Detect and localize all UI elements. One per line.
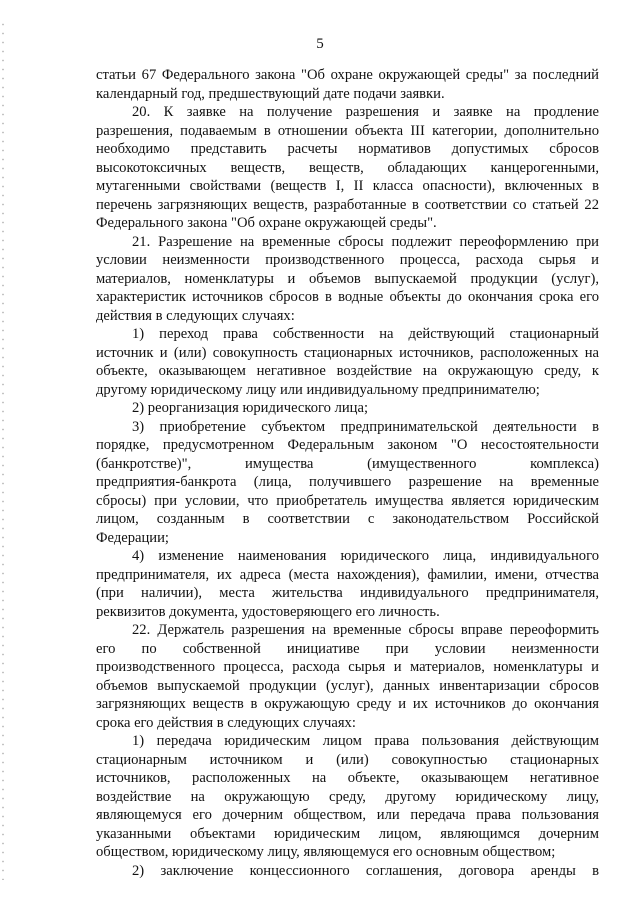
text-line: (при наличии), места жительства индивидуального предпринимателя, bbox=[96, 585, 599, 601]
text-line: 20. К заявке на получение разрешения и заявке на продление bbox=[132, 104, 599, 120]
text-line: являющемуся его дочерним обществом, или передача права пользования bbox=[96, 807, 599, 823]
text-line: 1) переход права собственности на действующий стационарный bbox=[132, 326, 599, 342]
text-line: 4) изменение наименования юридического лица, индивидуального bbox=[132, 548, 599, 564]
scan-margin-artifact bbox=[2, 20, 4, 880]
text-line: 2) заключение концессионного соглашения, договора аренды в bbox=[132, 862, 599, 879]
text-line: предприятия-банкрота (лица, получившего разрешение на временные bbox=[96, 474, 599, 490]
text-line: мутагенными свойствами (веществ I, II класса опасности), включенных в bbox=[96, 178, 599, 194]
text-line: разрешения, подаваемым в отношении объекта III категории, дополнительно bbox=[96, 122, 599, 139]
text-line: характеристик источников сбросов в водные объекты до окончания срока его bbox=[96, 289, 599, 305]
text-line: статьи 67 Федерального закона "Об охране окружающей среды" за последний bbox=[96, 67, 599, 83]
text-line: реквизитов документа, удостоверяющего его личность. bbox=[96, 603, 440, 620]
text-line: воздействие на окружающую среду, другому юридическому лицу, bbox=[96, 788, 599, 805]
page-number: 5 bbox=[316, 36, 324, 52]
text-line: высокотоксичных веществ, веществ, обладающих канцерогенными, bbox=[96, 159, 599, 176]
text-line: (банкротстве)", имущества (имущественного комплекса) bbox=[96, 455, 599, 472]
text-line: загрязняющих веществ в окружающую среду и их источников до окончания bbox=[96, 696, 599, 712]
text-line: условии неизменности производственного процесса, расхода сырья и bbox=[96, 252, 599, 268]
text-line: предпринимателя, их адреса (места нахождения), фамилии, имени, отчества bbox=[96, 566, 599, 583]
text-line: необходимо представить расчеты нормативов допустимых сбросов bbox=[96, 141, 599, 157]
text-line: обществом, юридическому лицу, являющемуся его основным обществом; bbox=[96, 844, 556, 860]
text-line: 3) приобретение субъектом предпринимательской деятельности в bbox=[132, 418, 599, 435]
text-line: источник и (или) совокупность стационарных источников, расположенных на bbox=[96, 344, 599, 361]
text-line: 21. Разрешение на временные сбросы подлежит переоформлению при bbox=[132, 233, 599, 250]
text-line: календарный год, предшествующий дате подачи заявки. bbox=[96, 85, 445, 102]
text-line: Федерации; bbox=[96, 529, 169, 546]
text-line: его по собственной инициативе при условии неизменности bbox=[96, 640, 599, 657]
text-line: 1) передача юридическим лицом права пользования действующим bbox=[132, 733, 599, 749]
text-line: лицом, созданным в соответствии с законодательством Российской bbox=[96, 511, 599, 527]
text-line: сбросы) при условии, что приобретатель имущества является юридическим bbox=[96, 492, 599, 509]
text-line: 22. Держатель разрешения на временные сбросы вправе переоформить bbox=[132, 622, 599, 638]
text-line: объемов выпускаемой продукции (услуг), данных инвентаризации сбросов bbox=[96, 677, 599, 694]
text-line: объекте, оказывающем негативное воздействие на окружающую среду, к bbox=[96, 363, 599, 379]
text-line: Федерального закона "Об охране окружающей среды". bbox=[96, 215, 437, 231]
text-line: перечень загрязняющих веществ, разработанные в соответствии со статьей 22 bbox=[96, 196, 599, 213]
document-body-text bbox=[96, 66, 599, 880]
text-line: материалов, номенклатуры и объемов выпускаемой продукции (услуг), bbox=[96, 270, 599, 287]
text-line: 2) реорганизация юридического лица; bbox=[132, 400, 369, 416]
text-line: производственного процесса, расхода сырья и материалов, номенклатуры и bbox=[96, 659, 599, 675]
text-line: порядке, предусмотренном Федеральным законом "О несостоятельности bbox=[96, 437, 599, 453]
text-line: указанными объектами юридическим лицом, являющимся дочерним bbox=[96, 825, 599, 842]
text-line: источников, расположенных на объекте, оказывающем негативное bbox=[96, 770, 599, 786]
text-line: срока его действия в следующих случаях: bbox=[96, 714, 356, 731]
text-line: другому юридическому лицу или индивидуальному предпринимателю; bbox=[96, 381, 540, 398]
text-line: стационарным источником и (или) совокупностью стационарных bbox=[96, 751, 599, 768]
text-line: действия в следующих случаях: bbox=[96, 307, 295, 324]
